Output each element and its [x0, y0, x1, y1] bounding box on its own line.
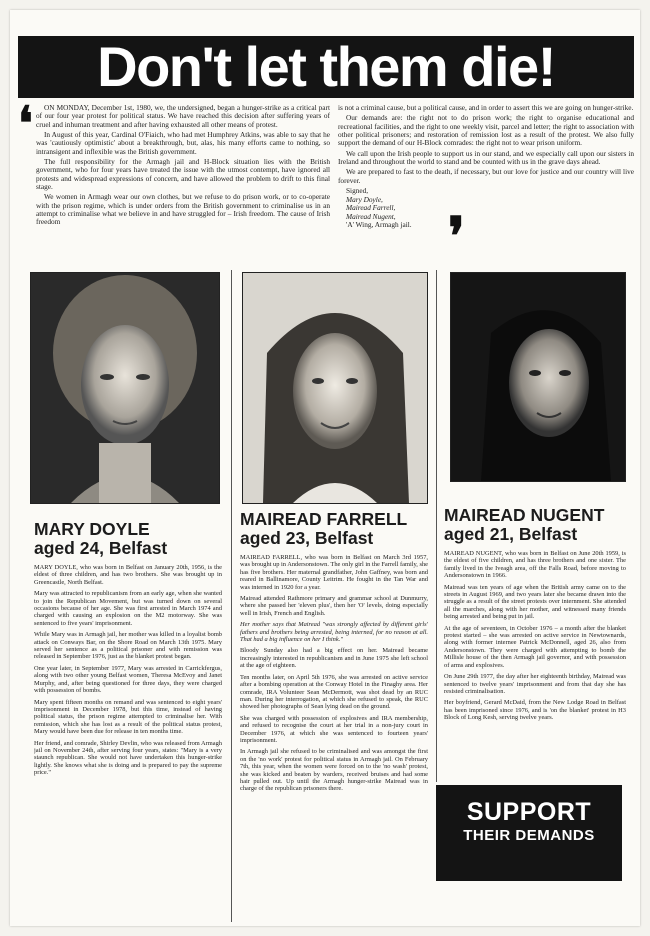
bio-paragraph: She was charged with possession of explosives and IRA membership, and refused to recognise the court at her trial in a non-jury court in December 1976, at which she was sentenced to fourteen years' imprisonment. [240, 714, 428, 744]
profile-bio [34, 564, 222, 777]
portrait-image [31, 273, 219, 503]
profile-age: aged 24, Belfast [34, 538, 168, 558]
headline: Don't let them die! [18, 36, 634, 98]
intro-paragraph: We call upon the Irish people to support us in our stand, and we especially call upon our sisters in Ireland and throughout the world to stand and be counted with us in the grave days ahead. [338, 148, 634, 167]
bio-paragraph: Her boyfriend, Gerard McDaid, from the New Lodge Road in Belfast has been imprisoned since 1976, and is 'on the blanket' protest in H3 Block of Long Kesh, serving twelve years. [444, 699, 626, 722]
bio-paragraph: Her mother says that Mairead "was strongly affected by different girls' fathers and brothers being arrested, being interned, for no reason at all. That had a big influence on her I think." [240, 621, 428, 644]
signatory-name: Mairead Nugent, [346, 211, 396, 221]
close-quote-mark: ❜ [448, 209, 465, 266]
profile-age: aged 23, Belfast [240, 528, 374, 548]
bio-paragraph: Mairead was ten years of age when the British army came on to the streets in August 1969, and two years later she became drawn into the struggle as a result of the street protests over internment. She attended all the marches, along with her mother, and witnessed many friends being arrested and being put in jail. [444, 583, 626, 621]
profile-bio [444, 550, 626, 722]
bio-paragraph: Her friend, and comrade, Shirley Devlin, who was released from Armagh jail on November 24th, after serving four years, states: "Mary is a very staunch republican. She would not have undertaken this hunger-strike lightly. She knows what she is doing and is prepared to pay the supreme price." [34, 739, 222, 777]
profile-bio [240, 554, 428, 793]
photo-mairead-farrell [242, 272, 428, 504]
profile-name: MAIREAD NUGENT [444, 505, 605, 525]
intro-paragraph: The full responsibility for the Armagh jail and H-Block situation lies with the British government, who for four years have treated the issue with the utmost contempt, have ignored all protests and widespread expressions of concern, and have allowed the problem to drift to this final stage. [36, 157, 330, 192]
portrait-image [451, 273, 625, 481]
portrait-image [243, 273, 427, 503]
profile-column-mairead-farrell [240, 508, 428, 922]
signed-label: Signed, [346, 186, 369, 196]
photo-mary-doyle [30, 272, 220, 504]
bio-paragraph: Mary spent fifteen months on remand and was sentenced to eight years' imprisonment in December 1978, but this time, instead of having political status, the prison regime attempted to criminalise her. With remission, which she has lost as a result of the political status protest, Mary would have been due for release in ten months time. [34, 698, 222, 736]
signatory-name: Mary Doyle, [346, 194, 383, 204]
intro-paragraph: We women in Armagh wear our own clothes, but we refuse to do prison work, or to co-operate with the prison regime, which is under orders from the British government to criminalise us in an attempt to criminalise what we believe in and have struggled for – Irish freedom. The cause of Irish freedom [36, 192, 330, 227]
profile-column-mary-doyle [34, 508, 222, 922]
column-divider [436, 270, 437, 782]
intro-column-right [338, 104, 634, 286]
signature-block [338, 187, 634, 230]
support-line-1: SUPPORT [466, 798, 592, 826]
intro-paragraph: ON MONDAY, December 1st, 1980, we, the undersigned, began a hunger-strike as a critical part of our four year protest for political status. We have reached this decision after suffering years of cruel and inhuman treatment and after having exhausted all other means of protest. [36, 104, 330, 129]
open-quote-mark: ❛ [18, 98, 33, 149]
bio-paragraph: MAIREAD NUGENT, who was born in Belfast on June 20th 1959, is the eldest of five children, and has three brothers and one sister. The family lived in the Iveagh area, off the Falls Road, before moving to Andersonstown in 1966. [444, 550, 626, 580]
photo-mairead-nugent [450, 272, 626, 482]
bio-paragraph: One year later, in September 1977, Mary was arrested in Carrickfergus, along with two other young Belfast women, Theresa McEvoy and Janet Murphy, and, after being questioned for three days, they were charged with possession of bombs. [34, 664, 222, 695]
profile-age: aged 21, Belfast [444, 524, 578, 544]
bio-paragraph: Ten months later, on April 5th 1976, she was arrested on active service after a bombing operation at the Conway Hotel in the Finaghy area. Her comrade, IRA Volunteer Sean McDermott, was shot dead by an RUC man. During her interrogation, at which she refused to speak, the RUC showed her photographs of Sean lying dead on the ground. [240, 673, 428, 711]
intro-paragraph: In August of this year, Cardinal O'Fiaich, who had met Humphrey Atkins, was able to say that he was 'cautiously optimistic' about a breakthrough, but, alas, his many efforts came to nothing, so intransigent and inflexible was the British government. [36, 130, 330, 156]
intro-paragraph: Our demands are: the right not to do prison work; the right to organise educational and recreational facilities, and the right to one weekly visit, parcel and letter; the right to association with other political prisoners; and restoration of remission lost as a result of the protest. We also fully support the demand of our H-Block comrades: the right not to wear prison uniform. [338, 113, 634, 148]
bio-paragraph: At the age of seventeen, in October 1976 – a month after the blanket protest started – she was arrested on active service in Newtownards, along with former internee Patrick McDonnell, aged 26, also from Andersonstown. They were charged with attempting to bomb the Millisle house of the then Armagh jail governor, and with possession of arms and explosives. [444, 624, 626, 669]
profile-name: MARY DOYLE [34, 519, 150, 539]
bio-paragraph: Mary was attracted to republicanism from an early age, when she wanted to join the Republican Movement, but was turned down on several occasions because of her age. She was first arrested in March 1974 and charged with causing an explosion on the M2 motorway. She was sentenced to five years' imprisonment. [34, 590, 222, 627]
column-divider [231, 270, 232, 922]
profile-name: MAIREAD FARRELL [240, 509, 408, 529]
signatory-location: 'A' Wing, Armagh jail. [346, 220, 412, 230]
bio-paragraph: MARY DOYLE, who was born in Belfast on January 20th, 1956, is the eldest of three children, and has two brothers. She was brought up in Greencastle, North Belfast. [34, 564, 222, 586]
bio-paragraph: While Mary was in Armagh jail, her mother was killed in a loyalist bomb attack on Conways Bar, on the Shore Road on March 13th 1975. Mary served her sentence as a political prisoner and with remission was released in September 1976, just as the blanket protest began. [34, 631, 222, 661]
support-line-2: THEIR DEMANDS [463, 827, 595, 844]
intro-column-left [36, 104, 330, 286]
bio-paragraph: On June 29th 1977, the day after her eighteenth birthday, Mairead was sentenced to twelve years' imprisonment and from that day she has resisted criminalisation. [444, 673, 626, 695]
bio-paragraph: Mairead attended Rathmore primary and grammar school at Dunmurry, where she passed her 'eleven plus', then her 'O' levels, doing especially well in Irish, French and English. [240, 595, 428, 617]
bio-paragraph: In Armagh jail she refused to be criminalised and was amongst the first on the 'no work' protest for political status in Armagh jail. On February 7th, this year, when the women were forced on to the 'no wash' protest, she was kicked and beaten by warders, received bruises and had some hair pulled out. Up until the Armagh hunger-strike Mairead was in charge of the republican prisoners there. [240, 748, 428, 793]
signatory-name: Mairead Farrell, [346, 203, 396, 213]
support-banner [436, 785, 622, 881]
bio-paragraph: MAIREAD FARRELL, who was born in Belfast on March 3rd 1957, was brought up in Andersonstown. The only girl in the Farrell family, she has five brothers. Her maternal grandfather, John Gaffney, was born and reared in Ballinamore, County Leitrim. He fought in the Tan War and was interned in 1920 for a year. [240, 554, 428, 591]
intro-paragraph: We are prepared to fast to the death, if necessary, but our love for justice and our country will live forever. [338, 167, 634, 185]
bio-paragraph: Bloody Sunday also had a big effect on her. Mairead became increasingly interested in republicanism and in June 1975 she left school at the age of eighteen. [240, 647, 428, 670]
profile-column-mairead-nugent [444, 488, 626, 762]
intro-paragraph: is not a criminal cause, but a political cause, and in order to assert this we are going on hunger-strike. [338, 104, 634, 112]
